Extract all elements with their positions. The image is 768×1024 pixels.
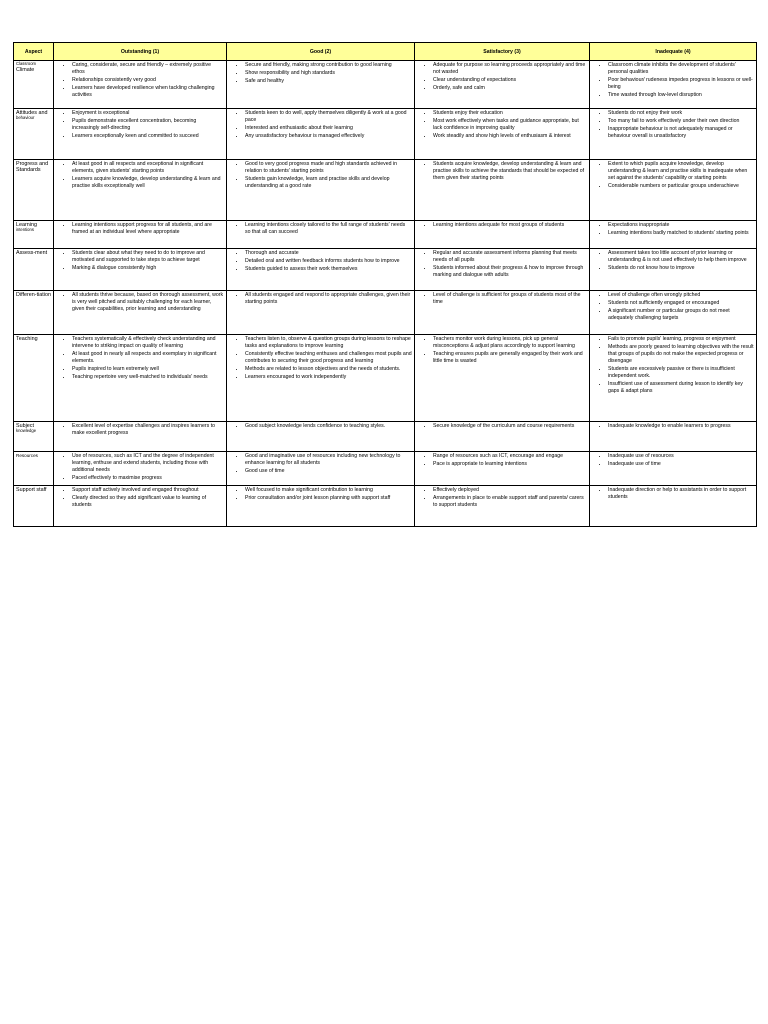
inadequate-criteria-list bbox=[590, 61, 756, 102]
criterion-item: • Inappropriate behaviour is not adequately managed or behaviour overall is unsatisfactory bbox=[608, 126, 754, 140]
inadequate-criteria-list bbox=[590, 422, 756, 433]
inadequate-criteria-list bbox=[590, 109, 756, 143]
satisfactory-cell bbox=[415, 61, 590, 109]
rubric-row bbox=[14, 291, 757, 335]
criterion-item: • Adequate for purpose so learning proceeds appropriately and time not wasted bbox=[433, 62, 587, 76]
criterion-item: • At least good in nearly all respects and exemplary in significant elements. bbox=[72, 351, 224, 365]
inadequate-cell bbox=[590, 61, 757, 109]
good-criteria-list bbox=[227, 61, 414, 88]
criterion-item: • Teaching ensures pupils are generally engaged by their work and little time is wasted bbox=[433, 351, 587, 365]
criterion-item: • Pace is appropriate to learning intentions bbox=[433, 461, 587, 468]
rubric-row bbox=[14, 422, 757, 452]
good-cell bbox=[227, 335, 415, 422]
satisfactory-criteria-list bbox=[415, 160, 589, 185]
outstanding-cell bbox=[54, 160, 227, 221]
assessment-rubric-table bbox=[13, 42, 757, 527]
criterion-item: • Learners encouraged to work independently bbox=[245, 374, 412, 381]
good-cell bbox=[227, 291, 415, 335]
criterion-item: • Students do not enjoy their work bbox=[608, 110, 754, 117]
criterion-item: • Poor behaviour/ rudeness impedes progress in lessons or well-being bbox=[608, 77, 754, 91]
aspect-label: Climate bbox=[16, 66, 35, 73]
outstanding-cell bbox=[54, 335, 227, 422]
header-good: Good (2) bbox=[227, 43, 415, 61]
criterion-item: • Students clear about what they need to do to improve and motivated and supported to take steps to achieve target bbox=[72, 250, 224, 264]
outstanding-criteria-list bbox=[54, 221, 226, 239]
satisfactory-cell bbox=[415, 160, 590, 221]
satisfactory-cell bbox=[415, 249, 590, 291]
good-cell bbox=[227, 422, 415, 452]
outstanding-criteria-list bbox=[54, 61, 226, 102]
criterion-item: • Work steadily and show high levels of enthusiasm & interest bbox=[433, 133, 587, 140]
inadequate-criteria-list bbox=[590, 486, 756, 504]
criterion-item: • Too many fail to work effectively under their own direction bbox=[608, 118, 754, 125]
good-cell bbox=[227, 61, 415, 109]
aspect-cell bbox=[14, 452, 54, 486]
criterion-item: • Teachers listen to, observe & question groups during lessons to reshape tasks and explanations to improve learning bbox=[245, 336, 412, 350]
criterion-item: • Students informed about their progress & how to improve through marking and dialogue with adults bbox=[433, 265, 587, 279]
outstanding-cell bbox=[54, 486, 227, 527]
rubric-row bbox=[14, 249, 757, 291]
satisfactory-criteria-list bbox=[415, 486, 589, 512]
criterion-item: • All students engaged and respond to appropriate challenges, given their starting points bbox=[245, 292, 412, 306]
inadequate-cell bbox=[590, 221, 757, 249]
criterion-item: • Fails to promote pupils' learning, progress or enjoyment bbox=[608, 336, 754, 343]
outstanding-cell bbox=[54, 221, 227, 249]
outstanding-criteria-list bbox=[54, 291, 226, 316]
criterion-item: • Good to very good progress made and high standards achieved in relation to students' starting points bbox=[245, 161, 412, 175]
outstanding-cell bbox=[54, 291, 227, 335]
criterion-item: • Use of resources, such as ICT and the degree of independent learning, enthuse and extend students, including those with additional needs bbox=[72, 453, 224, 474]
aspect-cell bbox=[14, 249, 54, 291]
satisfactory-criteria-list bbox=[415, 249, 589, 282]
criterion-item: • Considerable numbers or particular groups underachieve bbox=[608, 183, 754, 190]
satisfactory-cell bbox=[415, 486, 590, 527]
satisfactory-cell bbox=[415, 291, 590, 335]
rubric-row bbox=[14, 61, 757, 109]
rubric-row bbox=[14, 335, 757, 422]
criterion-item: • A significant number or particular groups do not meet adequately challenging targets bbox=[608, 308, 754, 322]
criterion-item: • Students keen to do well, apply themselves diligently & work at a good pace bbox=[245, 110, 412, 124]
criterion-item: • Inadequate direction or help to assistants in order to support students bbox=[608, 487, 754, 501]
criterion-item: • Methods are related to lesson objectives and the needs of students. bbox=[245, 366, 412, 373]
aspect-label: Support staff bbox=[16, 487, 47, 493]
criterion-item: • Good subject knowledge lends confidence to teaching styles. bbox=[245, 423, 412, 430]
inadequate-cell bbox=[590, 422, 757, 452]
criterion-item: • Learning intentions closely tailored to the full range of students' needs so that all can succeed bbox=[245, 222, 412, 236]
good-cell bbox=[227, 452, 415, 486]
criterion-item: • Clearly directed so they add significant value to learning of students bbox=[72, 495, 224, 509]
satisfactory-criteria-list bbox=[415, 109, 589, 143]
criterion-item: • Learners acquire knowledge, develop understanding & learn and practise skills exceptionally well bbox=[72, 176, 224, 190]
rubric-row bbox=[14, 160, 757, 221]
aspect-cell bbox=[14, 486, 54, 527]
good-criteria-list bbox=[227, 249, 414, 276]
aspect-label: Progress and Standards bbox=[16, 161, 49, 174]
criterion-item: • Learning intentions support progress for all students, and are framed at an individual level where appropriate bbox=[72, 222, 224, 236]
outstanding-cell bbox=[54, 422, 227, 452]
criterion-item: • Safe and healthy bbox=[245, 78, 412, 85]
criterion-item: • Insufficient use of assessment during lesson to identify key gaps & adapt plans bbox=[608, 381, 754, 395]
criterion-item: • At least good in all respects and exceptional in significant elements, given students' starting points bbox=[72, 161, 224, 175]
criterion-item: • Students gain knowledge, learn and practise skills and develop understanding at a good rate bbox=[245, 176, 412, 190]
satisfactory-cell bbox=[415, 335, 590, 422]
criterion-item: • Methods are poorly geared to learning objectives with the result that groups of pupils do not make the expected progress or disengage bbox=[608, 344, 754, 365]
aspect-label: Subject bbox=[16, 423, 34, 429]
criterion-item: • Level of challenge often wrongly pitched bbox=[608, 292, 754, 299]
good-criteria-list bbox=[227, 486, 414, 505]
rubric-row bbox=[14, 486, 757, 527]
outstanding-cell bbox=[54, 452, 227, 486]
criterion-item: • Inadequate use of time bbox=[608, 461, 754, 468]
inadequate-cell bbox=[590, 160, 757, 221]
criterion-item: • Arrangements in place to enable support staff and parents/ carers to support students bbox=[433, 495, 587, 509]
aspect-sublabel: behaviour bbox=[16, 115, 35, 121]
outstanding-criteria-list bbox=[54, 452, 226, 485]
header-satisfactory: Satisfactory (3) bbox=[415, 43, 590, 61]
good-criteria-list bbox=[227, 109, 414, 143]
criterion-item: • Orderly, safe and calm bbox=[433, 85, 587, 92]
criterion-item: • Students enjoy their education bbox=[433, 110, 587, 117]
aspect-cell bbox=[14, 221, 54, 249]
criterion-item: • Good and imaginative use of resources including new technology to enhance learning for all students bbox=[245, 453, 412, 467]
criterion-item: • Level of challenge is sufficient for groups of students most of the time bbox=[433, 292, 587, 306]
criterion-item: • Students acquire knowledge, develop understanding & learn and practise skills to achieve the standards that should be expected of them given their starting points bbox=[433, 161, 587, 182]
inadequate-cell bbox=[590, 452, 757, 486]
good-cell bbox=[227, 160, 415, 221]
criterion-item: • Classroom climate inhibits the development of students' personal qualities bbox=[608, 62, 754, 76]
aspect-label: Differen-tiation bbox=[16, 292, 51, 298]
good-criteria-list bbox=[227, 422, 414, 433]
criterion-item: • Students guided to assess their work themselves bbox=[245, 266, 412, 273]
rubric-row bbox=[14, 109, 757, 160]
rubric-body bbox=[14, 61, 757, 527]
satisfactory-cell bbox=[415, 221, 590, 249]
inadequate-criteria-list bbox=[590, 221, 756, 240]
aspect-cell bbox=[14, 422, 54, 452]
criterion-item: • Caring, considerate, secure and friendly – extremely positive ethos bbox=[72, 62, 224, 76]
criterion-item: • Most work effectively when tasks and guidance appropriate, but lack confidence in improving quality bbox=[433, 118, 587, 132]
aspect-label: Learning bbox=[16, 222, 37, 228]
criterion-item: • Paced effectively to maximise progress bbox=[72, 475, 224, 482]
good-cell bbox=[227, 486, 415, 527]
inadequate-criteria-list bbox=[590, 452, 756, 471]
criterion-item: • Effectively deployed bbox=[433, 487, 587, 494]
outstanding-criteria-list bbox=[54, 160, 226, 193]
criterion-item: • Time wasted through low-level disruption bbox=[608, 92, 754, 99]
aspect-sublabel: knowledge bbox=[16, 428, 37, 434]
satisfactory-criteria-list bbox=[415, 422, 589, 433]
good-cell bbox=[227, 109, 415, 160]
rubric-row bbox=[14, 221, 757, 249]
outstanding-cell bbox=[54, 249, 227, 291]
good-criteria-list bbox=[227, 452, 414, 478]
criterion-item: • Good use of time bbox=[245, 468, 412, 475]
criterion-item: • Learning intentions badly matched to students' starting points bbox=[608, 230, 754, 237]
good-cell bbox=[227, 249, 415, 291]
aspect-cell bbox=[14, 109, 54, 160]
aspect-sublabel: Classroom bbox=[16, 61, 37, 66]
criterion-item: • Expectations inappropriate bbox=[608, 222, 754, 229]
criterion-item: • Range of resources such as ICT, encourage and engage bbox=[433, 453, 587, 460]
good-criteria-list bbox=[227, 335, 414, 384]
criterion-item: • Teachers systematically & effectively check understanding and intervene to striking impact on quality of learning bbox=[72, 336, 224, 350]
satisfactory-cell bbox=[415, 452, 590, 486]
criterion-item: • Excellent level of expertise challenges and inspires learners to make excellent progress bbox=[72, 423, 224, 437]
header-row bbox=[14, 43, 757, 61]
criterion-item: • Regular and accurate assessment informs planning that meets needs of all pupils bbox=[433, 250, 587, 264]
criterion-item: • Support staff actively involved and engaged throughout bbox=[72, 487, 224, 494]
satisfactory-cell bbox=[415, 422, 590, 452]
criterion-item: • Consistently effective teaching enthuses and challenges most pupils and contributes to securing their good progress and learning bbox=[245, 351, 412, 365]
good-criteria-list bbox=[227, 291, 414, 309]
inadequate-criteria-list bbox=[590, 335, 756, 398]
inadequate-criteria-list bbox=[590, 160, 756, 193]
outstanding-criteria-list bbox=[54, 335, 226, 384]
aspect-cell bbox=[14, 291, 54, 335]
criterion-item: • Secure and friendly, making strong contribution to good learning bbox=[245, 62, 412, 69]
criterion-item: • Prior consultation and/or joint lesson planning with support staff bbox=[245, 495, 412, 502]
header-outstanding: Outstanding (1) bbox=[54, 43, 227, 61]
outstanding-cell bbox=[54, 61, 227, 109]
aspect-label: Attitudes and bbox=[16, 110, 48, 116]
criterion-item: • Inadequate knowledge to enable learners to progress bbox=[608, 423, 754, 430]
criterion-item: • Students not sufficiently engaged or encouraged bbox=[608, 300, 754, 307]
inadequate-cell bbox=[590, 486, 757, 527]
inadequate-criteria-list bbox=[590, 249, 756, 275]
criterion-item: • Inadequate use of resources bbox=[608, 453, 754, 460]
good-cell bbox=[227, 221, 415, 249]
outstanding-cell bbox=[54, 109, 227, 160]
satisfactory-criteria-list bbox=[415, 452, 589, 471]
aspect-label: Resources bbox=[16, 453, 38, 458]
criterion-item: • Teaching repertoire very well-matched to individuals' needs bbox=[72, 374, 224, 381]
inadequate-cell bbox=[590, 109, 757, 160]
criterion-item: • Show responsibility and high standards bbox=[245, 70, 412, 77]
good-criteria-list bbox=[227, 221, 414, 239]
inadequate-cell bbox=[590, 249, 757, 291]
criterion-item: • Learning intentions adequate for most groups of students bbox=[433, 222, 587, 229]
criterion-item: • Assessment takes too little account of prior learning or understanding & is not used effectively to help them improve bbox=[608, 250, 754, 264]
satisfactory-cell bbox=[415, 109, 590, 160]
rubric-row bbox=[14, 452, 757, 486]
criterion-item: • Students do not know how to improve bbox=[608, 265, 754, 272]
criterion-item: • All students thrive because, based on thorough assessment, work is very well pitched and suitably challenging for each learner, given their capabilities, prior learning and understanding bbox=[72, 292, 224, 313]
aspect-cell bbox=[14, 160, 54, 221]
outstanding-criteria-list bbox=[54, 486, 226, 512]
aspect-cell bbox=[14, 61, 54, 109]
aspect-sublabel: intentions bbox=[16, 227, 34, 233]
criterion-item: • Interested and enthusiastic about their learning bbox=[245, 125, 412, 132]
aspect-cell bbox=[14, 335, 54, 422]
inadequate-criteria-list bbox=[590, 291, 756, 325]
criterion-item: • Pupils inspired to learn extremely well bbox=[72, 366, 224, 373]
criterion-item: • Marking & dialogue consistently high bbox=[72, 265, 224, 272]
criterion-item: • Extent to which pupils acquire knowledge, develop understanding & learn and practise skills is inadequate when set against the students' capability or starting points bbox=[608, 161, 754, 182]
criterion-item: • Detailed oral and written feedback informs students how to improve bbox=[245, 258, 412, 265]
criterion-item: • Relationships consistently very good bbox=[72, 77, 224, 84]
aspect-label: Teaching bbox=[16, 336, 38, 342]
satisfactory-criteria-list bbox=[415, 335, 589, 368]
satisfactory-criteria-list bbox=[415, 61, 589, 95]
criterion-item: • Clear understanding of expectations bbox=[433, 77, 587, 84]
outstanding-criteria-list bbox=[54, 109, 226, 143]
inadequate-cell bbox=[590, 335, 757, 422]
header-inadequate: Inadequate (4) bbox=[590, 43, 757, 61]
good-criteria-list bbox=[227, 160, 414, 193]
inadequate-cell bbox=[590, 291, 757, 335]
criterion-item: • Any unsatisfactory behaviour is managed effectively bbox=[245, 133, 412, 140]
criterion-item: • Well focused to make significant contribution to learning bbox=[245, 487, 412, 494]
outstanding-criteria-list bbox=[54, 422, 226, 440]
satisfactory-criteria-list bbox=[415, 221, 589, 232]
criterion-item: • Learners have developed resilience when tackling challenging activities bbox=[72, 85, 224, 99]
header-aspect: Aspect bbox=[14, 43, 54, 61]
criterion-item: • Thorough and accurate bbox=[245, 250, 412, 257]
criterion-item: • Students are excessively passive or there is insufficient independent work. bbox=[608, 366, 754, 380]
criterion-item: • Learners exceptionally keen and committed to succeed bbox=[72, 133, 224, 140]
criterion-item: • Pupils demonstrate excellent concentration, becoming increasingly self-directing bbox=[72, 118, 224, 132]
criterion-item: • Enjoyment is exceptional bbox=[72, 110, 224, 117]
outstanding-criteria-list bbox=[54, 249, 226, 275]
satisfactory-criteria-list bbox=[415, 291, 589, 309]
criterion-item: • Secure knowledge of the curriculum and course requirements bbox=[433, 423, 587, 430]
criterion-item: • Teachers monitor work during lessons, pick up general misconceptions & adjust plans accordingly to support learning bbox=[433, 336, 587, 350]
aspect-label: Assess-ment bbox=[16, 250, 48, 256]
